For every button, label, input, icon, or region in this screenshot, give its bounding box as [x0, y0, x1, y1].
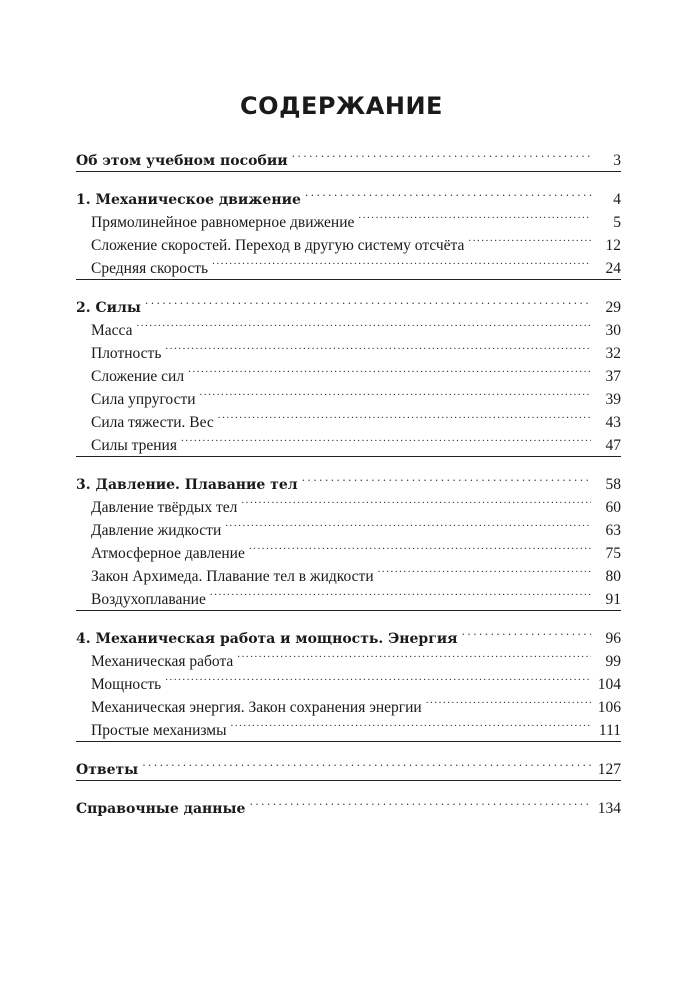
toc-entry-label: Средняя скорость	[91, 260, 209, 277]
toc-entry-label: Механическая работа	[91, 653, 234, 670]
dot-leader	[210, 581, 591, 604]
dot-leader	[305, 181, 591, 204]
toc-entry-label: Сложение скоростей. Переход в другую систему отсчёта	[91, 237, 465, 254]
toc-entry-label: Сила упругости	[91, 391, 196, 408]
toc-chapter-entry[interactable]	[76, 620, 621, 647]
dot-leader	[218, 404, 591, 427]
toc-page-number: 75	[605, 545, 621, 562]
toc-page-number: 99	[605, 653, 621, 670]
toc-entry-label: Ответы	[76, 762, 139, 778]
dot-leader	[137, 312, 592, 335]
toc-page-number: 60	[605, 499, 621, 516]
toc-entry-label: Плотность	[91, 345, 162, 362]
dot-leader	[200, 381, 591, 404]
toc-page-number: 24	[605, 260, 621, 277]
toc-entry-label: Сложение сил	[91, 368, 185, 385]
toc-page-number: 3	[613, 152, 621, 169]
dot-leader	[249, 535, 591, 558]
toc-section	[76, 181, 621, 280]
toc-entry-label: Закон Архимеда. Плавание тел в жидкости	[91, 568, 374, 585]
toc-subsection-entry[interactable]	[76, 312, 621, 339]
toc-page-number: 96	[605, 630, 621, 647]
toc-entry-label: Прямолинейное равномерное движение	[91, 214, 355, 231]
toc-entry-label: Давление твёрдых тел	[91, 499, 238, 516]
dot-leader	[241, 489, 591, 512]
dot-leader	[188, 358, 591, 381]
toc-entry-label: Простые механизмы	[91, 722, 227, 739]
toc-chapter-entry[interactable]	[76, 142, 621, 169]
toc-section	[76, 289, 621, 457]
toc-page-number: 12	[605, 237, 621, 254]
toc-page-number: 127	[597, 761, 621, 778]
dot-leader	[237, 643, 591, 666]
toc-page-number: 43	[605, 414, 621, 431]
toc-entry-label: 4. Механическая работа и мощность. Энергия	[76, 631, 458, 647]
toc-entry-label: Масса	[91, 322, 133, 339]
toc-subsection-entry[interactable]	[76, 335, 621, 362]
toc-section	[76, 620, 621, 742]
dot-leader	[249, 790, 591, 813]
dot-leader	[165, 666, 591, 689]
toc-entry-label: Мощность	[91, 676, 162, 693]
dot-leader	[426, 689, 591, 712]
toc-section	[76, 790, 621, 819]
dot-leader	[181, 427, 591, 450]
toc-page-number: 32	[605, 345, 621, 362]
toc-entry-label: Сила тяжести. Вес	[91, 414, 214, 431]
dot-leader	[462, 620, 592, 643]
toc-entry-label: Воздухоплавание	[91, 591, 206, 608]
toc-entry-label: Справочные данные	[76, 801, 246, 817]
toc-entry-label: 2. Силы	[76, 300, 141, 316]
dot-leader	[225, 512, 591, 535]
toc-entry-label: 3. Давление. Плавание тел	[76, 477, 298, 493]
toc-section	[76, 466, 621, 611]
dot-leader	[165, 335, 591, 358]
toc-entry-label: Об этом учебном пособии	[76, 153, 288, 169]
dot-leader	[142, 751, 591, 774]
toc-page-number: 4	[613, 191, 621, 208]
toc-page-number: 91	[605, 591, 621, 608]
dot-leader	[231, 712, 591, 735]
toc-page-number: 63	[605, 522, 621, 539]
dot-leader	[145, 289, 591, 312]
toc-section	[76, 142, 621, 172]
dot-leader	[302, 466, 591, 489]
toc-chapter-entry[interactable]	[76, 181, 621, 208]
toc-page-number: 134	[597, 800, 621, 817]
toc-chapter-entry[interactable]	[76, 751, 621, 778]
toc-page-number: 5	[613, 214, 621, 231]
dot-leader	[358, 204, 591, 227]
toc-entry-label: Давление жидкости	[91, 522, 222, 539]
toc-page-number: 111	[598, 722, 621, 739]
toc-page-number: 30	[605, 322, 621, 339]
toc-entry-label: Механическая энергия. Закон сохранения энергии	[91, 699, 422, 716]
page-title: СОДЕРЖАНИЕ	[240, 92, 443, 120]
toc-chapter-entry[interactable]	[76, 289, 621, 316]
dot-leader	[378, 558, 591, 581]
toc-page-number: 29	[605, 299, 621, 316]
toc-page-number: 39	[605, 391, 621, 408]
toc-entry-label: Атмосферное давление	[91, 545, 245, 562]
toc-entry-label: Силы трения	[91, 437, 177, 454]
toc-page-number: 58	[605, 476, 621, 493]
dot-leader	[468, 227, 591, 250]
table-of-contents	[76, 142, 621, 828]
toc-page-number: 104	[597, 676, 621, 693]
toc-page-number: 37	[605, 368, 621, 385]
toc-page-number: 47	[605, 437, 621, 454]
toc-chapter-entry[interactable]	[76, 790, 621, 817]
toc-section	[76, 751, 621, 781]
toc-entry-label: 1. Механическое движение	[76, 192, 301, 208]
dot-leader	[292, 142, 591, 165]
toc-chapter-entry[interactable]	[76, 466, 621, 493]
toc-page-number: 106	[597, 699, 621, 716]
dot-leader	[212, 250, 591, 273]
toc-page-number: 80	[605, 568, 621, 585]
